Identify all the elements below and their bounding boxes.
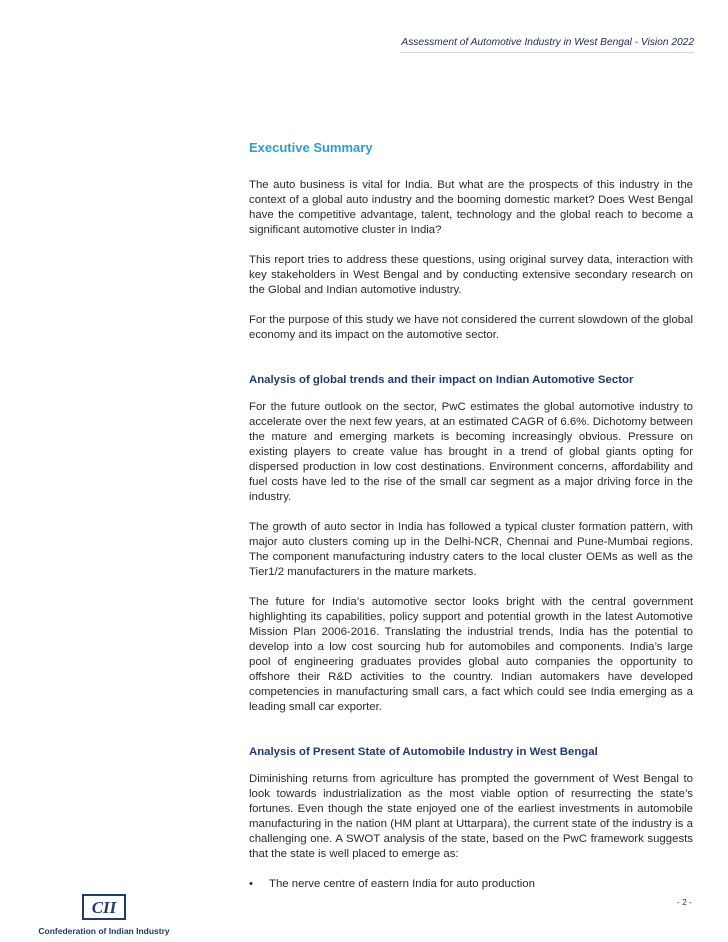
list-item: [249, 877, 693, 892]
logo-text: CII: [91, 898, 117, 917]
cii-logo: [34, 893, 174, 936]
present-state-heading: Analysis of Present State of Automobile Industry in West Bengal: [249, 746, 598, 758]
cii-logo-svg: [81, 893, 127, 921]
paragraph: For the purpose of this study we have not considered the current slowdown of the global economy and its impact on the automotive sector.: [249, 314, 693, 341]
organization-name: Confederation of Indian Industry: [38, 926, 170, 936]
page-content: [249, 140, 693, 892]
running-header: Assessment of Automotive Industry in West Bengal - Vision 2022: [401, 37, 694, 53]
global-trends-heading: Analysis of global trends and their impact on Indian Automotive Sector: [249, 374, 634, 386]
paragraph: For the future outlook on the sector, PwC estimates the global automotive industry to accelerate over the next few years, at an estimated CAGR of 6.6%. Dichotomy between the mature and emerging markets is becoming increasingly obvious. Pressure on existing players to create value has brought in a trend of global giants opting for dispersed production in low cost destinations. Environment concerns, affordability and fuel costs have led to the rise of the small car segment as a major driving force in the industry.: [249, 401, 693, 503]
paragraph: This report tries to address these questions, using original survey data, interaction with key stakeholders in West Bengal and by conducting extensive secondary research on the Global and Indian automotive industry.: [249, 254, 693, 296]
list-item-text: The nerve centre of eastern India for auto production: [269, 878, 535, 890]
cii-logo-icon: [81, 893, 127, 921]
paragraph: The future for India’s automotive sector looks bright with the central government highlighting its capabilities, policy support and potential growth in the latest Automotive Mission Plan 2006-2016. Translating the industrial trends, India has the potential to develop into a low cost sourcing hub for automobiles and components. India’s large pool of engineering graduates provides global auto companies the opportunity to offshore their R&D activities to the country. Indian automakers have developed competencies in manufacturing small cars, a fact which could see India emerging as a leading small car exporter.: [249, 596, 693, 713]
paragraph: Diminishing returns from agriculture has prompted the government of West Bengal to look towards industrialization as the most viable option of resurrecting the state’s fortunes. Even though the state enjoyed one of the earliest investments in automobile manufacturing in the nation (HM plant at Uttarpara), the current state of the industry is a challenging one. A SWOT analysis of the state, based on the PwC framework suggests that the state is well placed to emerge as:: [249, 773, 693, 860]
page-number: - 2 -: [676, 897, 692, 907]
paragraph: The auto business is vital for India. But what are the prospects of this industry in the context of a global auto industry and the booming domestic market? Does West Bengal have the competitive advantage, talent, technology and the global reach to become a significant automotive cluster in India?: [249, 179, 693, 236]
bullet-list: [249, 877, 693, 892]
bullet-icon: •: [249, 878, 253, 890]
executive-summary-title: Executive Summary: [249, 140, 373, 155]
paragraph: The growth of auto sector in India has followed a typical cluster formation pattern, with major auto clusters coming up in the Delhi-NCR, Chennai and Pune-Mumbai regions. The component manufacturing industry caters to the local cluster OEMs as well as the Tier1/2 manufacturers in the mature markets.: [249, 521, 693, 578]
